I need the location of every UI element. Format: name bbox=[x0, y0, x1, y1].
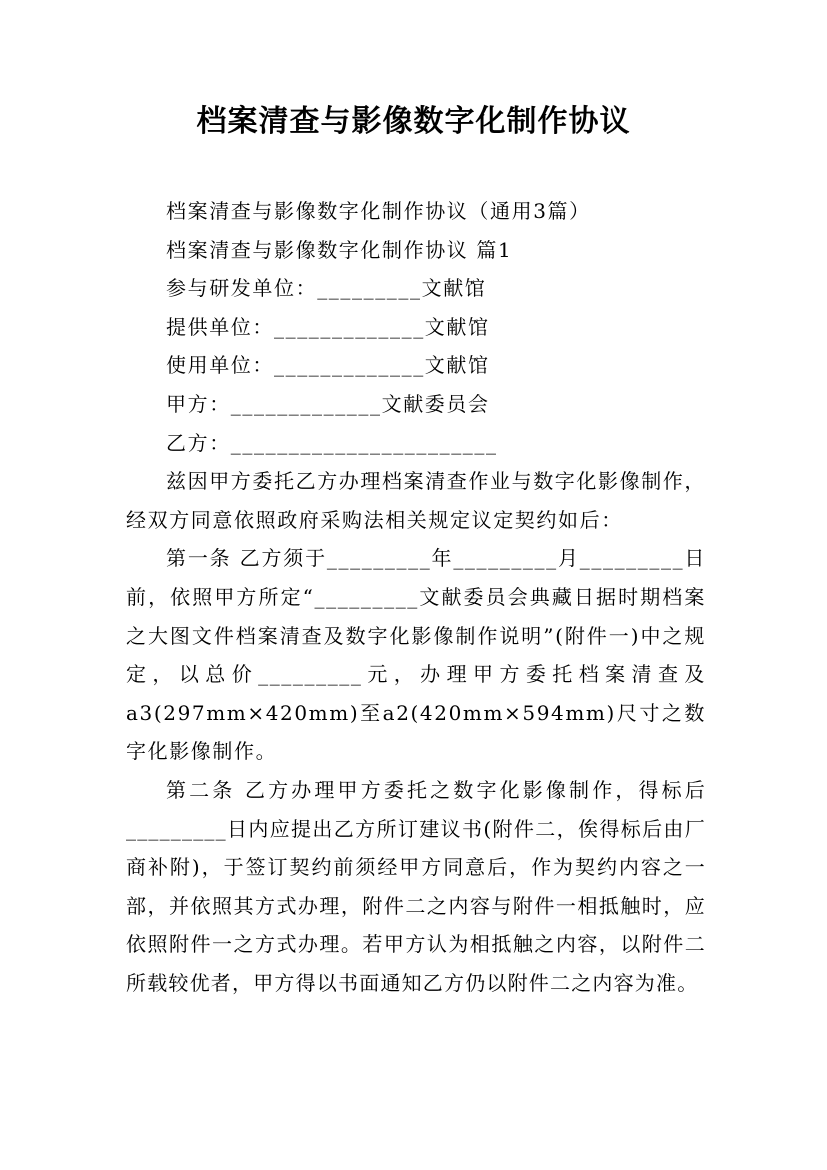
subtitle-line: 档案清查与影像数字化制作协议（通用3篇） bbox=[166, 199, 591, 223]
section-heading: 档案清查与影像数字化制作协议 篇1 bbox=[166, 237, 513, 262]
party-line-party-a: 甲方：_____________文献委员会 bbox=[166, 391, 490, 416]
paragraph-article-1: 第一条 乙方须于_________年_________月_________日前，依照甲方所定“_________文献委员会典藏日据时期档案之大图文件档案清查及数字化影像制作说明”(附件一)中之规定，以总价_________元，办理甲方委托档案清查及a3(297mm×420mm)至a2(420mm×594mm)尺寸之数字化影像制作。 bbox=[126, 546, 706, 764]
party-line-research-unit: 参与研发单位：_________文献馆 bbox=[166, 276, 487, 301]
paragraph-article-2: 第二条 乙方办理甲方委托之数字化影像制作，得标后_________日内应提出乙方所订建议书(附件二，俟得标后由厂商补附)，于签订契约前须经甲方同意后，作为契约内容之一部，并依照其方式办理，附件二之内容与附件一相抵触时，应依照附件一之方式办理。若甲方认为相抵触之内容，以附件二所载较优者，甲方得以书面通知乙方仍以附件二之内容为准。 bbox=[126, 777, 706, 995]
party-line-party-b: 乙方：_______________________ bbox=[166, 430, 498, 455]
document-title: 档案清查与影像数字化制作协议 bbox=[196, 104, 631, 139]
document-body bbox=[126, 192, 706, 1002]
party-line-user-unit: 使用单位：_____________文献馆 bbox=[166, 353, 490, 378]
paragraph-preamble: 兹因甲方委托乙方办理档案清查作业与数字化影像制作，经双方同意依照政府采购法相关规定议定契约如后： bbox=[126, 469, 706, 532]
party-line-provider-unit: 提供单位：_____________文献馆 bbox=[166, 314, 490, 339]
